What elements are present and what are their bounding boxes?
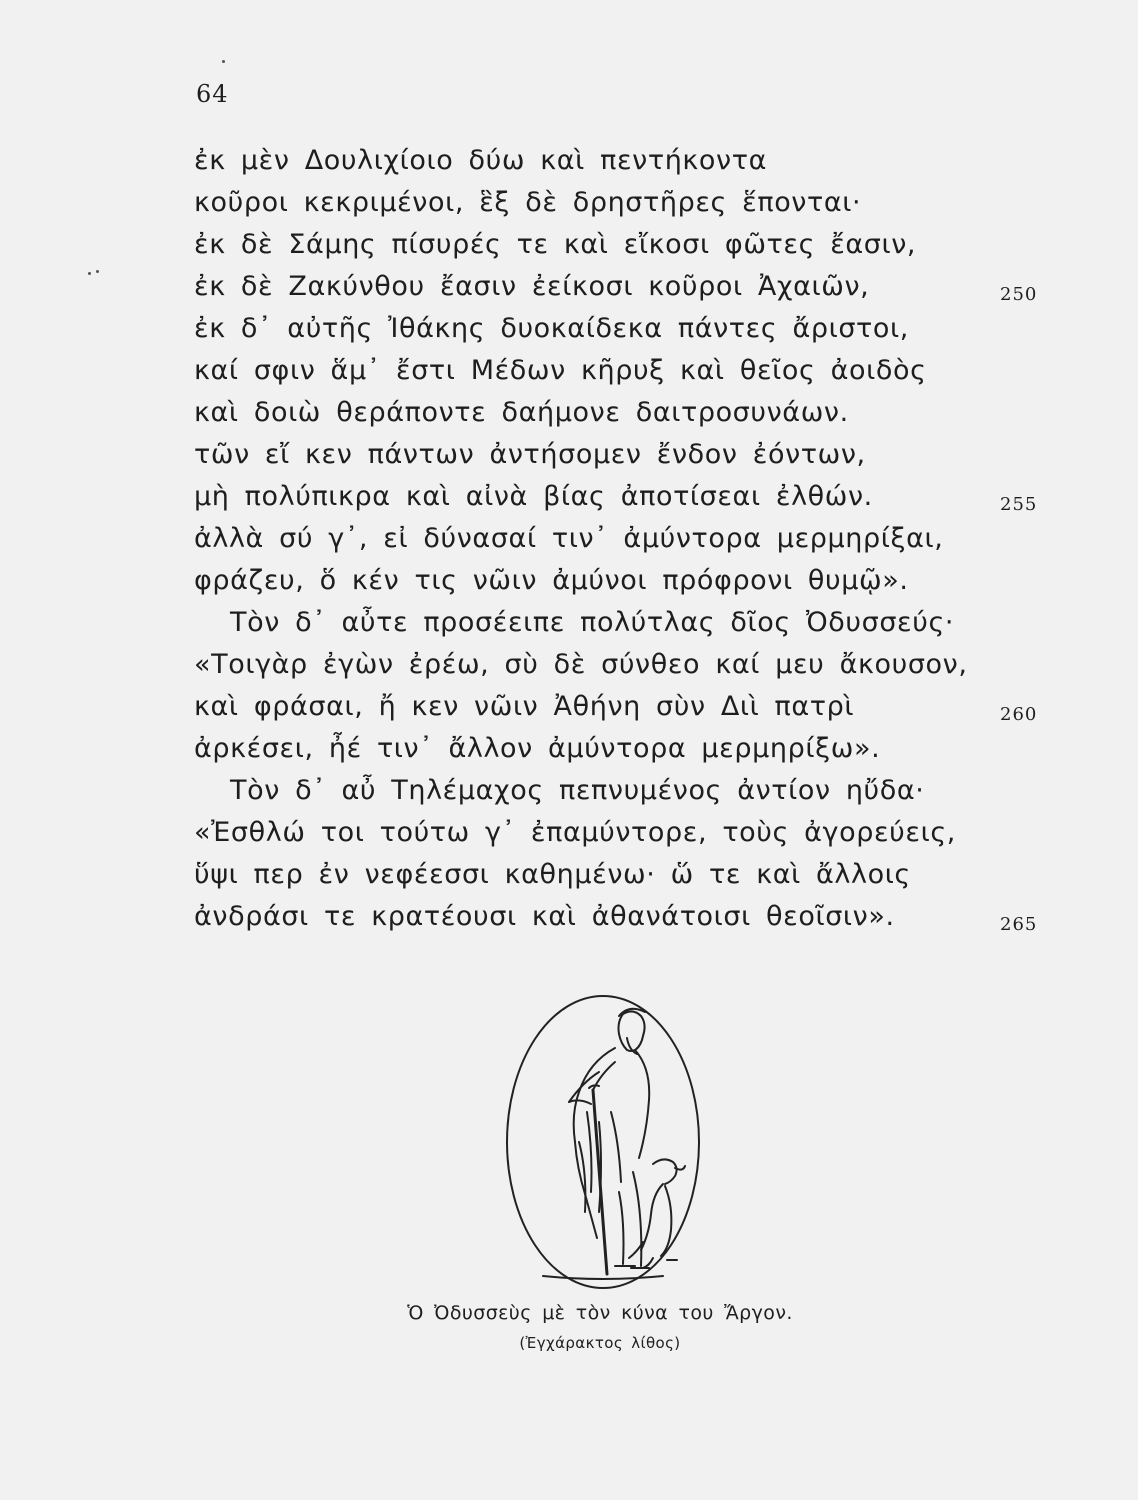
verse-line	[194, 644, 968, 686]
verse-text: ἐκ δὲ Ζακύνθου ἔασιν ἐείκοσι κοῦροι Ἀχαιῶν,	[194, 271, 870, 302]
page-speck	[96, 270, 99, 273]
page-speck	[88, 272, 91, 275]
verse-line	[194, 392, 954, 434]
verse-text: «Ἐσθλώ τοι τούτω γ᾽ ἐπαμύντορε, τοὺς ἀγορεύεις,	[194, 817, 956, 848]
page-speck	[222, 60, 225, 63]
verse-text: κοῦροι κεκριμένοι, ἓξ δὲ δρηστῆρες ἕπονται·	[194, 187, 862, 218]
line-number: 265	[1000, 914, 1038, 935]
verse-text: καί σφιν ἅμ᾽ ἔστι Μέδων κῆρυξ καὶ θεῖος ἀοιδὸς	[194, 355, 927, 386]
verse-line	[194, 770, 954, 812]
verse-text: φράζευ, ὅ κέν τις νῶιν ἀμύνοι πρόφρονι θυμῷ».	[194, 565, 909, 596]
verse-line	[194, 812, 954, 854]
verse-line	[194, 308, 954, 350]
verse-text: ἀρκέσει, ἦέ τιν᾽ ἄλλον ἀμύντορα μερμηρίξω».	[194, 733, 881, 764]
verse-text: καὶ δοιὼ θεράποντε δαήμονε δαιτροσυνάων.	[194, 397, 849, 428]
page-number: 64	[196, 80, 229, 108]
verse-line	[194, 224, 954, 266]
figure-caption: Ὁ Ὀδυσσεὺς μὲ τὸν κύνα του Ἄργον.	[407, 1302, 793, 1324]
verse-text: «Τοιγὰρ ἐγὼν ἐρέω, σὺ δὲ σύνθεο καί μευ ἄκουσον,	[194, 649, 968, 680]
line-number: 260	[1000, 704, 1038, 725]
verse-line	[194, 518, 954, 560]
verse-line	[194, 854, 954, 896]
verse-line	[194, 602, 954, 644]
verse-text: ἐκ δὲ Σάμης πίσυρές τε καὶ εἴκοσι φῶτες ἔασιν,	[194, 229, 917, 260]
line-number: 250	[1000, 284, 1038, 305]
odysseus-and-argos-image	[503, 992, 703, 1292]
verse-line	[194, 266, 1038, 308]
engraved-gem-illustration	[503, 992, 703, 1336]
verse-line	[194, 686, 1038, 728]
verse-line	[194, 476, 1038, 518]
figure-subcaption: (Ἐγχάρακτος λίθος)	[519, 1334, 681, 1352]
verse-text: μὴ πολύπικρα καὶ αἰνὰ βίας ἀποτίσεαι ἐλθών.	[194, 481, 873, 512]
verse-block	[194, 140, 1038, 938]
verse-line	[194, 896, 1038, 938]
verse-line	[194, 560, 954, 602]
verse-line	[194, 434, 954, 476]
verse-text: ὕψι περ ἐν νεφέεσσι καθημένω· ὥ τε καὶ ἄλλοις	[194, 859, 911, 890]
verse-line	[194, 182, 954, 224]
verse-line	[194, 728, 954, 770]
verse-text: καὶ φράσαι, ἤ κεν νῶιν Ἀθήνη σὺν Διὶ πατρὶ	[194, 691, 855, 722]
verse-text: Τὸν δ᾽ αὖτε προσέειπε πολύτλας δῖος Ὀδυσσεύς·	[230, 607, 955, 638]
line-number: 255	[1000, 494, 1038, 515]
verse-text: τῶν εἴ κεν πάντων ἀντήσομεν ἔνδον ἐόντων,	[194, 439, 866, 470]
verse-text: ἀνδράσι τε κρατέουσι καὶ ἀθανάτοισι θεοῖσιν».	[194, 901, 895, 932]
verse-text: Τὸν δ᾽ αὖ Τηλέμαχος πεπνυμένος ἀντίον ηὔδα·	[230, 775, 925, 806]
verse-text: ἀλλὰ σύ γ᾽, εἰ δύνασαί τιν᾽ ἀμύντορα μερμηρίξαι,	[194, 523, 944, 554]
verse-text: ἐκ δ᾽ αὐτῆς Ἰθάκης δυοκαίδεκα πάντες ἄριστοι,	[194, 313, 909, 344]
verse-text: ἐκ μὲν Δουλιχίοιο δύω καὶ πεντήκοντα	[194, 145, 767, 176]
verse-line	[194, 350, 954, 392]
verse-line	[194, 140, 954, 182]
